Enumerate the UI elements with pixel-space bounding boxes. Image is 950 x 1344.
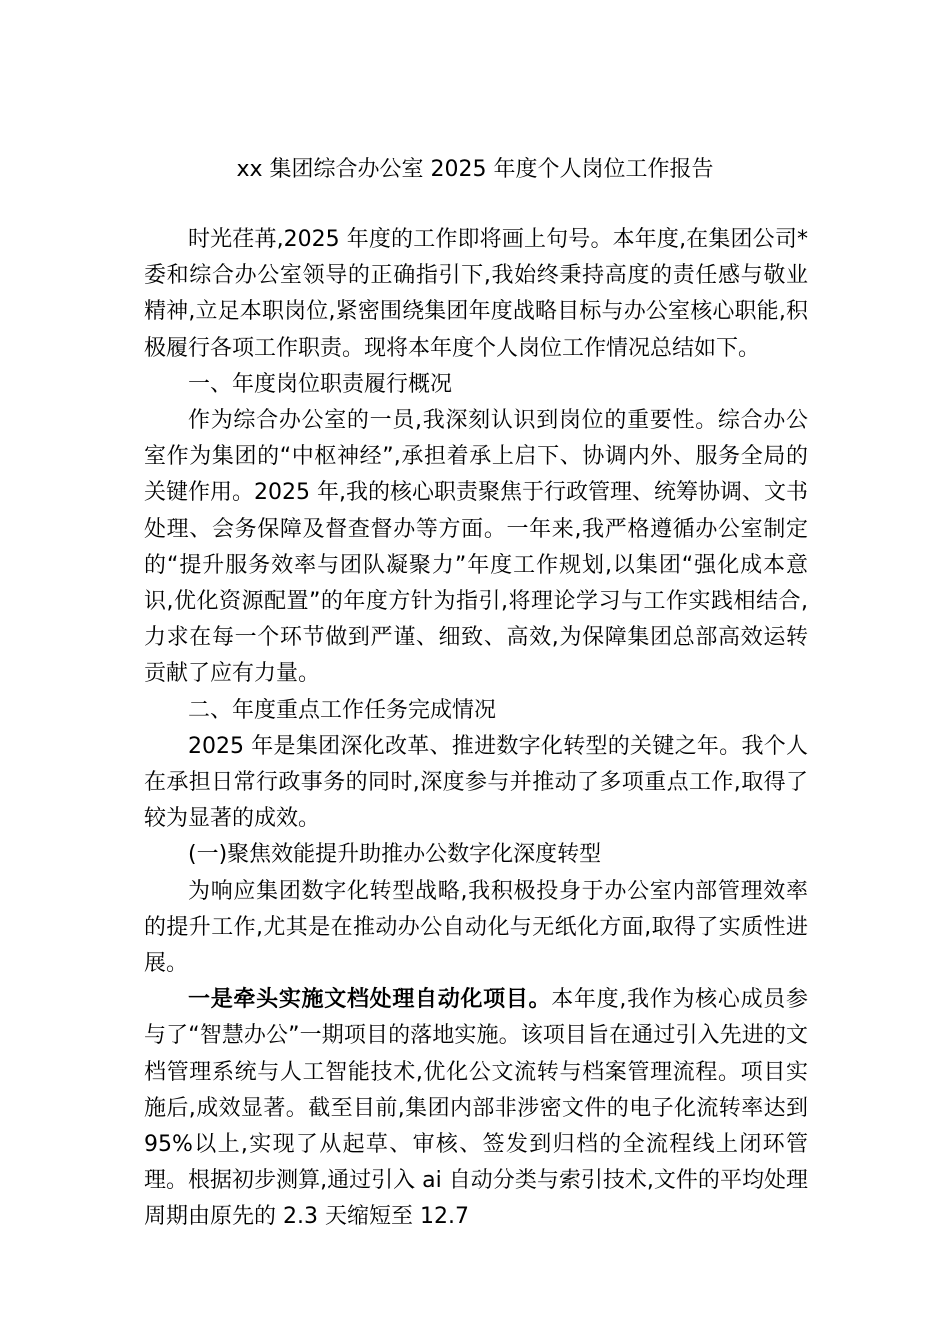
document-title: xx 集团综合办公室 2025 年度个人岗位工作报告 bbox=[236, 157, 714, 182]
section-1-paragraph: 作为综合办公室的一员,我深刻认识到岗位的重要性。综合办公室作为集团的“中枢神经”,承担着承上启下、协调内外、服务全局的关键作用。2025 年,我的核心职责聚焦于行政管理、统筹协调、文书处理、会务保障及督查督办等方面。一年来,我严格遵循办公室制定的“提升服务效率与团队凝聚力”年度工作规划,以集团“强化成本意识,优化资源配置”的年度方针为指引,将理论学习与工作实践相结合,力求在每一个环节做到严谨、细致、高效,为保障集团总部高效运转贡献了应有力量。 bbox=[144, 408, 808, 687]
document-body bbox=[144, 222, 808, 1236]
section-heading-1: 一、年度岗位职责履行概况 bbox=[188, 371, 453, 397]
intro-paragraph: 时光荏苒,2025 年度的工作即将画上句号。本年度,在集团公司*委和综合办公室领导的正确指引下,我始终秉持高度的责任感与敬业精神,立足本职岗位,紧密围绕集团年度战略目标与办公室核心职能,积极履行各项工作职责。现将本年度个人岗位工作情况总结如下。 bbox=[144, 227, 808, 361]
item-1-paragraph bbox=[144, 982, 808, 1235]
subsection-1-paragraph: 为响应集团数字化转型战略,我积极投身于办公室内部管理效率的提升工作,尤其是在推动办公自动化与无纸化方面,取得了实质性进展。 bbox=[144, 878, 808, 977]
item-1-lead: 一是牵头实施文档处理自动化项目。 bbox=[188, 987, 552, 1013]
section-heading-2: 二、年度重点工作任务完成情况 bbox=[188, 697, 497, 723]
item-1-text: 本年度,我作为核心成员参与了“智慧办公”一期项目的落地实施。该项目旨在通过引入先进的文档管理系统与人工智能技术,优化公文流转与档案管理流程。项目实施后,成效显著。截至目前,集团内部非涉密文件的电子化流转率达到 95%以上,实现了从起草、审核、签发到归档的全流程线上闭环管理。根据初步测算,通过引入 ai 自动分类与索引技术,文件的平均处理周期由原先的 2.3 天缩短至 12.7 bbox=[144, 987, 808, 1230]
subsection-heading-1: (一)聚焦效能提升助推办公数字化深度转型 bbox=[188, 842, 602, 868]
section-2-paragraph: 2025 年是集团深化改革、推进数字化转型的关键之年。我个人在承担日常行政事务的同时,深度参与并推动了多项重点工作,取得了较为显著的成效。 bbox=[144, 733, 808, 832]
